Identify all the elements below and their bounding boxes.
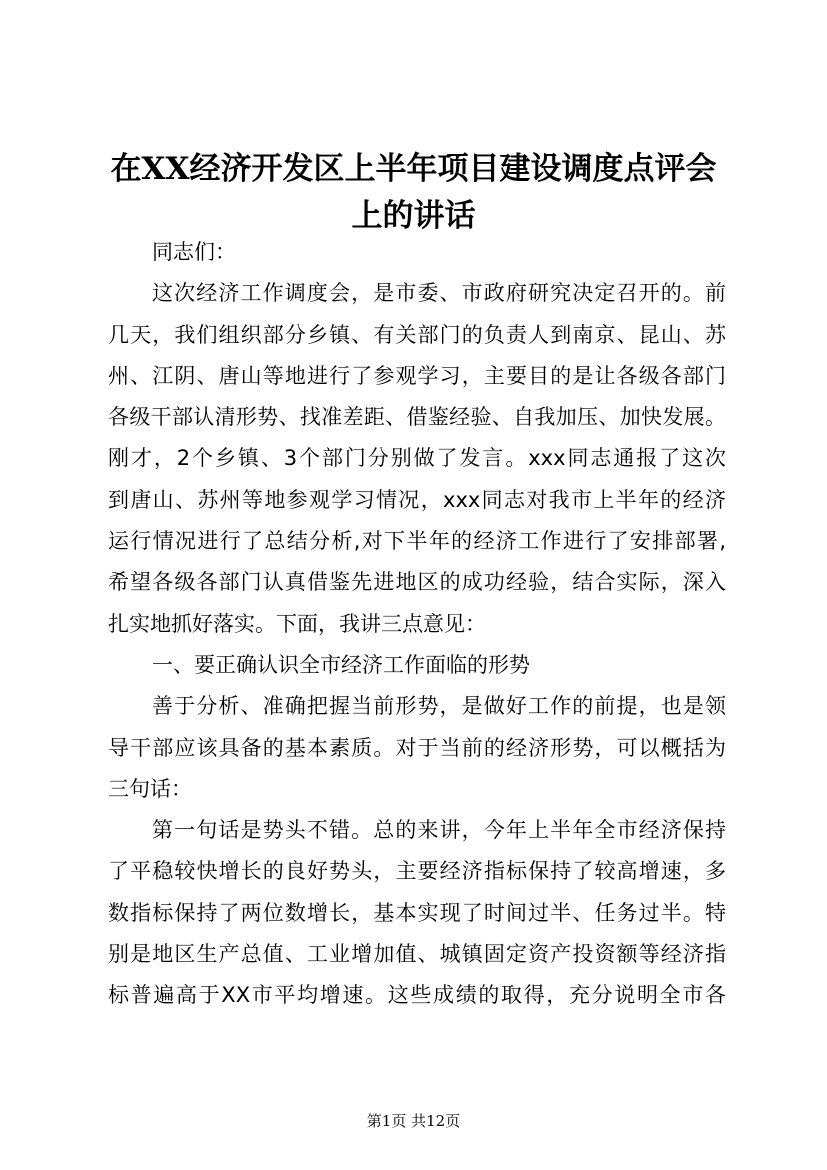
title-line-1: 在XX经济开发区上半年项目建设调度点评会 bbox=[110, 151, 717, 187]
body-line: 第一句话是势头不错。总的来讲，今年上半年全市经济保持 bbox=[152, 818, 726, 843]
body-line: 各级干部认清形势、找准差距、借鉴经验、自我加压、加快发展。 bbox=[108, 405, 726, 430]
body-line: 州、江阴、唐山等地进行了参观学习，主要目的是让各级各部门 bbox=[108, 363, 726, 388]
section-heading: 一、要正确认识全市经济工作面临的形势 bbox=[152, 652, 530, 677]
body-line: 了平稳较快增长的良好势头，主要经济指标保持了较高增速，多 bbox=[108, 859, 726, 884]
body-line: 刚才，2个乡镇、3个部门分别做了发言。xxx同志通报了这次 bbox=[108, 446, 726, 471]
title-line-2: 上的讲话 bbox=[351, 198, 476, 234]
body-line: 别是地区生产总值、工业增加值、城镇固定资产投资额等经济指 bbox=[108, 942, 726, 967]
body-line: 善于分析、准确把握当前形势，是做好工作的前提，也是领 bbox=[152, 694, 726, 719]
body-line: 几天，我们组织部分乡镇、有关部门的负责人到南京、昆山、苏 bbox=[108, 322, 726, 347]
document-body bbox=[108, 232, 726, 1017]
salutation: 同志们： bbox=[152, 240, 236, 264]
body-line: 三句话： bbox=[108, 776, 192, 801]
body-line: 到唐山、苏州等地参观学习情况，xxx同志对我市上半年的经济 bbox=[108, 487, 726, 512]
body-line: 这次经济工作调度会，是市委、市政府研究决定召开的。前 bbox=[152, 281, 726, 306]
page-footer: 第1页 共12页 bbox=[366, 1112, 461, 1130]
body-line: 运行情况进行了总结分析,对下半年的经济工作进行了安排部署, bbox=[108, 529, 726, 554]
body-line: 数指标保持了两位数增长，基本实现了时间过半、任务过半。特 bbox=[108, 900, 726, 925]
body-line: 导干部应该具备的基本素质。对于当前的经济形势，可以概括为 bbox=[108, 735, 726, 760]
document-title bbox=[80, 146, 747, 240]
body-line: 希望各级各部门认真借鉴先进地区的成功经验，结合实际，深入 bbox=[108, 570, 726, 595]
body-line: 标普遍高于XX市平均增速。这些成绩的取得，充分说明全市各 bbox=[108, 983, 726, 1008]
body-line: 扎实地抓好落实。下面，我讲三点意见： bbox=[108, 611, 486, 636]
